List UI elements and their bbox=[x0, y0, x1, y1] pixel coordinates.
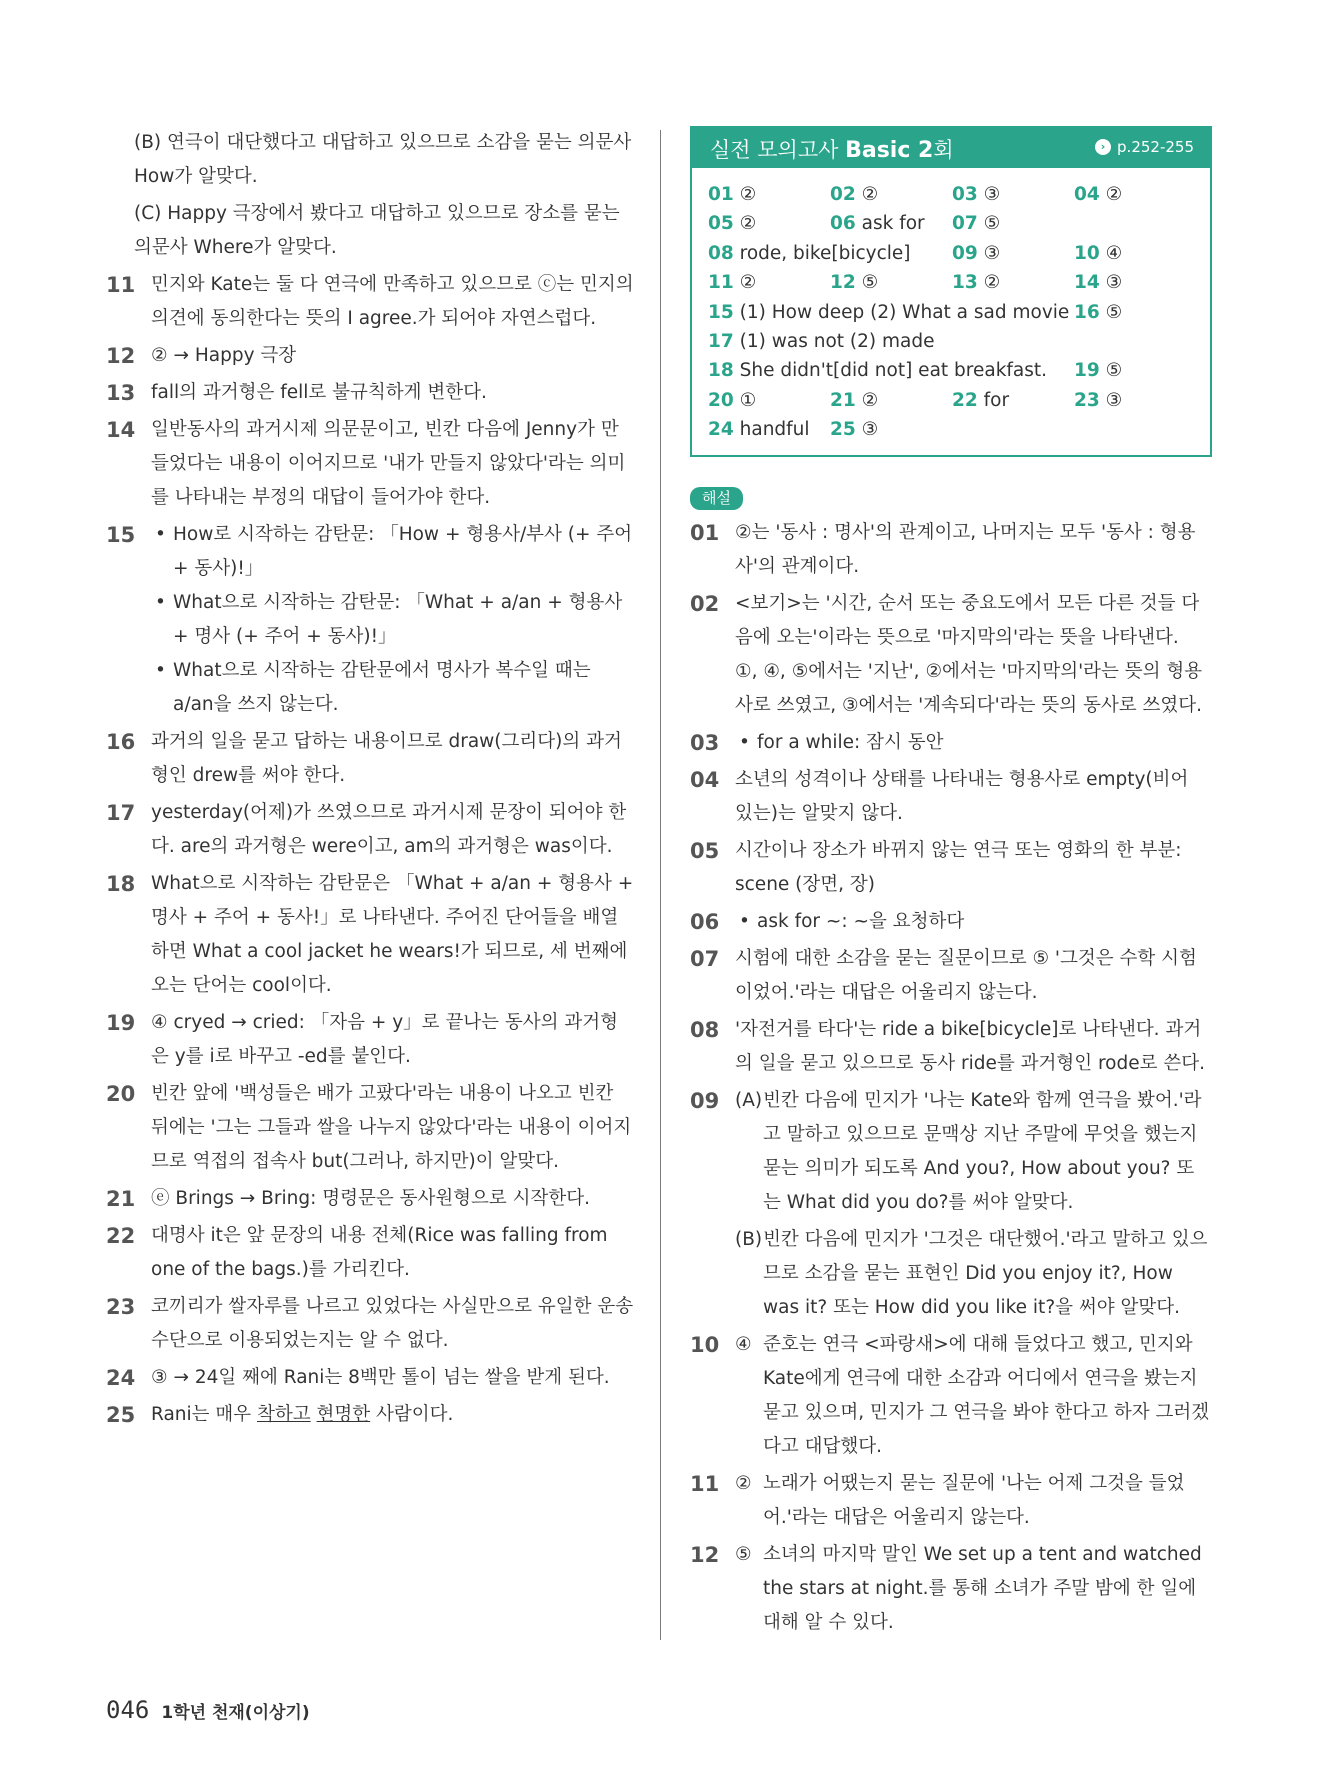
item-number: 21 bbox=[106, 1187, 136, 1211]
item-text-extra: ①, ④, ⑤에서는 '지난', ②에서는 '마지막의'라는 뜻의 형용사로 쓰였고, ③에서는 '계속되다'라는 뜻의 동사로 쓰였다. bbox=[735, 660, 1203, 716]
answer-17 bbox=[106, 796, 634, 864]
choice-marker: ⑤ bbox=[735, 1543, 752, 1565]
book-title: 1학년 천재(이상기) bbox=[161, 1703, 310, 1723]
item-text: ②는 '동사 : 명사'의 관계이고, 나머지는 모두 '동사 : 형용사'의 관계이다. bbox=[735, 521, 1196, 577]
answer-number: 23 bbox=[1074, 389, 1100, 411]
answer-cell bbox=[952, 386, 1009, 415]
item-number: 24 bbox=[106, 1366, 136, 1390]
item-number: 07 bbox=[690, 946, 720, 971]
explanation-10-body bbox=[735, 1328, 1212, 1464]
explanation-02 bbox=[690, 587, 1212, 723]
item-text: Rani는 매우 bbox=[151, 1404, 258, 1425]
item-number: 16 bbox=[106, 730, 136, 754]
explanation-06 bbox=[690, 905, 1212, 939]
answer-number: 09 bbox=[952, 242, 978, 264]
answer-value: rode, bike[bicycle] bbox=[739, 242, 911, 264]
answer-row bbox=[708, 268, 1194, 297]
answer-15 bbox=[106, 518, 634, 722]
bullet-text: What으로 시작하는 감탄문에서 명사가 복수일 때는 a/an을 쓰지 않는다. bbox=[173, 660, 591, 715]
answer-number: 16 bbox=[1074, 301, 1100, 323]
answer-value: ⑤ bbox=[1105, 301, 1123, 323]
answer-value: ② bbox=[739, 272, 757, 294]
bullet-item: • What으로 시작하는 감탄문에서 명사가 복수일 때는 a/an을 쓰지 않는다. bbox=[155, 660, 591, 715]
item-number: 04 bbox=[690, 767, 720, 792]
item-number: 14 bbox=[106, 418, 136, 442]
answer-row bbox=[708, 356, 1194, 385]
explanation-08 bbox=[690, 1013, 1212, 1081]
answer-11 bbox=[106, 268, 634, 336]
answer-cell bbox=[708, 327, 934, 356]
bullet-text: What으로 시작하는 감탄문: 「What + a/an + 형용사 + 명사 (+ 주어 + 동사)!」 bbox=[173, 592, 623, 647]
explanation-04 bbox=[690, 763, 1212, 831]
explanation-12 bbox=[690, 1538, 1212, 1640]
bullet-text: How로 시작하는 감탄문: 「How + 형용사/부사 (+ 주어 + 동사)!」 bbox=[173, 524, 633, 579]
item-text: 시간이나 장소가 바뀌지 않는 연극 또는 영화의 한 부분: scene (장면, 장) bbox=[735, 839, 1182, 895]
page-footer bbox=[106, 1696, 310, 1724]
answer-value: ② bbox=[861, 389, 879, 411]
answer-value: ④ bbox=[1105, 242, 1123, 264]
item-text: 대명사 it은 앞 문장의 내용 전체(Rice was falling from one of the bags.)를 가리킨다. bbox=[151, 1225, 608, 1280]
item-text: What으로 시작하는 감탄문은 「What + a/an + 형용사 + 명사 + 주어 + 동사!」로 나타낸다. 주어진 단어들을 배열하면 What a cool jacket he wears!가 되므로, 세 번째에 오는 단어는 cool이다. bbox=[151, 873, 634, 996]
answer-value: ② bbox=[739, 184, 757, 205]
bullet-item: • How로 시작하는 감탄문: 「How + 형용사/부사 (+ 주어 + 동사)!」 bbox=[155, 524, 633, 579]
answer-cell bbox=[830, 268, 878, 297]
answer-number: 17 bbox=[708, 330, 734, 352]
answer-number: 14 bbox=[1074, 272, 1100, 294]
item-number: 25 bbox=[106, 1403, 136, 1427]
bullet-text: for a while: 잠시 동안 bbox=[757, 731, 944, 753]
answer-21 bbox=[106, 1182, 634, 1216]
answer-value: ⑤ bbox=[983, 213, 1001, 235]
answer-10-b-text: (B) 연극이 대단했다고 대답하고 있으므로 소감을 묻는 의문사 How가 알맞다. bbox=[134, 132, 632, 187]
answer-value: ② bbox=[861, 184, 879, 205]
bullet-item: • What으로 시작하는 감탄문: 「What + a/an + 형용사 + 명사 (+ 주어 + 동사)!」 bbox=[155, 592, 623, 647]
answer-number: 06 bbox=[830, 213, 856, 235]
answer-value: ask for bbox=[861, 213, 925, 235]
item-text: 소년의 성격이나 상태를 나타내는 형용사로 empty(비어 있는)는 알맞지 않다. bbox=[735, 768, 1189, 824]
choice-marker: ② bbox=[735, 1472, 752, 1494]
answer-10-c-text: (C) Happy 극장에서 봤다고 대답하고 있으므로 장소를 묻는 의문사 Where가 알맞다. bbox=[134, 203, 620, 258]
answer-value: ① bbox=[739, 389, 757, 411]
item-text: 과거의 일을 묻고 답하는 내용이므로 draw(그리다)의 과거형인 drew를 써야 한다. bbox=[151, 731, 622, 786]
item-text: 노래가 어땠는지 묻는 질문에 '나는 어제 그것을 들었어.'라는 대답은 어울리지 않는다. bbox=[763, 1472, 1185, 1528]
right-column bbox=[690, 126, 1212, 1643]
answer-row bbox=[708, 298, 1194, 327]
answer-23 bbox=[106, 1290, 634, 1358]
item-text: 소녀의 마지막 말인 We set up a tent and watched the stars at night.를 통해 소녀가 주말 밤에 한 일에 대해 알 수 있다. bbox=[763, 1543, 1202, 1633]
answer-cell bbox=[708, 268, 756, 297]
item-text: fall의 과거형은 fell로 불규칙하게 변한다. bbox=[151, 382, 487, 403]
answer-cell bbox=[708, 415, 810, 444]
item-number: 11 bbox=[690, 1471, 720, 1496]
page-number: 046 bbox=[106, 1696, 150, 1724]
answer-cell bbox=[952, 180, 1000, 209]
answer-12 bbox=[106, 339, 634, 373]
answer-number: 05 bbox=[708, 213, 734, 235]
explanation-05 bbox=[690, 834, 1212, 902]
answer-number: 22 bbox=[952, 389, 978, 411]
item-text: yesterday(어제)가 쓰였으므로 과거시제 문장이 되어야 한다. are의 과거형은 were이고, am의 과거형은 was이다. bbox=[151, 802, 627, 857]
answer-number: 24 bbox=[708, 419, 734, 441]
answer-row bbox=[708, 239, 1194, 268]
answer-25 bbox=[106, 1398, 634, 1432]
answer-13 bbox=[106, 376, 634, 410]
bullet-item: • ask for ~: ~을 요청하다 bbox=[739, 910, 965, 932]
explanation-11-body bbox=[735, 1467, 1212, 1535]
answer-key-box bbox=[690, 126, 1212, 457]
title-korean: 실전 모의고사 bbox=[710, 138, 846, 162]
bullet-text: ask for ~: ~을 요청하다 bbox=[757, 910, 965, 932]
item-number: 02 bbox=[690, 591, 720, 616]
answer-key-header bbox=[692, 128, 1210, 168]
item-number: 15 bbox=[106, 523, 136, 547]
answer-cell bbox=[830, 180, 878, 209]
answer-value: for bbox=[983, 389, 1010, 411]
item-text: ⓔ Brings → Bring: 명령문은 동사원형으로 시작한다. bbox=[151, 1188, 591, 1209]
sub-marker: (A) bbox=[735, 1089, 763, 1111]
answer-cell bbox=[708, 298, 1069, 327]
item-number: 20 bbox=[106, 1082, 136, 1106]
answer-value: ③ bbox=[861, 419, 879, 441]
answer-22 bbox=[106, 1219, 634, 1287]
answer-value: (1) How deep (2) What a sad movie bbox=[739, 301, 1070, 323]
answer-cell bbox=[830, 209, 925, 238]
answer-cell bbox=[952, 239, 1000, 268]
item-text: 민지와 Kate는 둘 다 연극에 만족하고 있으므로 ⓒ는 민지의 의견에 동의한다는 뜻의 I agree.가 되어야 자연스럽다. bbox=[151, 274, 634, 329]
title-suffix: 회 bbox=[933, 138, 954, 162]
item-text: 사람이다. bbox=[370, 1404, 454, 1425]
item-text: '자전거를 타다'는 ride a bike[bicycle]로 나타낸다. 과거의 일을 묻고 있으므로 동사 ride를 과거형인 rode로 쓴다. bbox=[735, 1018, 1205, 1074]
item-number: 23 bbox=[106, 1295, 136, 1319]
choice-marker: ④ bbox=[735, 1333, 752, 1355]
answer-row bbox=[708, 386, 1194, 415]
answer-number: 11 bbox=[708, 272, 734, 294]
answer-grid bbox=[692, 168, 1210, 455]
answer-number: 15 bbox=[708, 301, 734, 323]
answer-16 bbox=[106, 725, 634, 793]
answer-10-c bbox=[106, 197, 634, 265]
item-number: 08 bbox=[690, 1017, 720, 1042]
left-column bbox=[106, 126, 634, 1435]
answer-cell bbox=[1074, 180, 1122, 209]
answer-number: 20 bbox=[708, 389, 734, 411]
explanation-10 bbox=[690, 1328, 1212, 1464]
answer-cell bbox=[1074, 239, 1122, 268]
item-text: 빈칸 앞에 '백성들은 배가 고팠다'라는 내용이 나오고 빈칸 뒤에는 '그는 그들과 쌀을 나누지 않았다'라는 내용이 이어지므로 역접의 접속사 but(그러나, 하지만)이 알맞다. bbox=[151, 1083, 632, 1172]
answer-number: 01 bbox=[708, 184, 734, 205]
underlined-word: 착하고 bbox=[257, 1404, 311, 1425]
sub-text: 빈칸 다음에 민지가 '나는 Kate와 함께 연극을 봤어.'라고 말하고 있으므로 문맥상 지난 주말에 무엇을 했는지 묻는 의미가 되도록 And you?, How about you? 또는 What did you do?를 써야 알맞다. bbox=[763, 1089, 1202, 1213]
explanation-09-b bbox=[735, 1223, 1212, 1325]
answer-cell bbox=[1074, 298, 1122, 327]
item-text: ② → Happy 극장 bbox=[151, 345, 297, 366]
answer-number: 19 bbox=[1074, 360, 1100, 382]
answer-cell bbox=[1074, 356, 1122, 385]
answer-value: She didn't[did not] eat breakfast. bbox=[739, 360, 1048, 382]
answer-cell bbox=[708, 209, 756, 238]
answer-value: ② bbox=[1105, 184, 1123, 205]
chevron-right-icon: › bbox=[1095, 139, 1111, 155]
answer-cell bbox=[1074, 386, 1122, 415]
title-english: Basic 2 bbox=[845, 138, 934, 163]
answer-value: ③ bbox=[983, 242, 1001, 264]
item-number: 22 bbox=[106, 1224, 136, 1248]
answer-20 bbox=[106, 1077, 634, 1179]
item-number: 17 bbox=[106, 801, 136, 825]
answer-row bbox=[708, 180, 1194, 209]
answer-value: handful bbox=[739, 419, 810, 441]
answer-10-b bbox=[106, 126, 634, 194]
answer-cell bbox=[708, 386, 756, 415]
item-text: 코끼리가 쌀자루를 나르고 있었다는 사실만으로 유일한 운송 수단으로 이용되었는지는 알 수 없다. bbox=[151, 1296, 634, 1351]
answer-cell bbox=[830, 415, 878, 444]
answer-value: ② bbox=[739, 213, 757, 235]
answer-number: 13 bbox=[952, 272, 978, 294]
column-divider bbox=[660, 130, 661, 1640]
answer-number: 18 bbox=[708, 360, 734, 382]
answer-cell bbox=[1074, 268, 1122, 297]
answer-value: ③ bbox=[1105, 272, 1123, 294]
answer-number: 25 bbox=[830, 419, 856, 441]
answer-18 bbox=[106, 867, 634, 1003]
answer-number: 07 bbox=[952, 213, 978, 235]
answer-cell bbox=[952, 209, 1000, 238]
item-number: 11 bbox=[106, 273, 136, 297]
explanation-12-body bbox=[735, 1538, 1212, 1640]
answer-number: 02 bbox=[830, 184, 856, 205]
explanation-01 bbox=[690, 516, 1212, 584]
answer-value: ③ bbox=[1105, 389, 1123, 411]
item-number: 13 bbox=[106, 381, 136, 405]
underlined-word: 현명한 bbox=[316, 1404, 371, 1425]
answer-24 bbox=[106, 1361, 634, 1395]
explanation-tag: 해설 bbox=[690, 487, 743, 510]
item-number: 18 bbox=[106, 872, 136, 896]
item-number: 01 bbox=[690, 520, 720, 545]
item-number: 10 bbox=[690, 1332, 720, 1357]
answer-number: 04 bbox=[1074, 184, 1100, 205]
page-reference bbox=[1095, 138, 1194, 156]
item-number: 06 bbox=[690, 909, 720, 934]
explanation-11 bbox=[690, 1467, 1212, 1535]
item-number: 03 bbox=[690, 730, 720, 755]
item-text: ③ → 24일 째에 Rani는 8백만 톨이 넘는 쌀을 받게 된다. bbox=[151, 1367, 610, 1388]
answer-19 bbox=[106, 1006, 634, 1074]
answer-number: 12 bbox=[830, 272, 856, 294]
item-number: 05 bbox=[690, 838, 720, 863]
answer-number: 08 bbox=[708, 242, 734, 264]
explanation-09-a bbox=[735, 1084, 1212, 1220]
explanation-09 bbox=[690, 1084, 1212, 1325]
item-text: 시험에 대한 소감을 묻는 질문이므로 ⑤ '그것은 수학 시험이었어.'라는 대답은 어울리지 않는다. bbox=[735, 947, 1197, 1003]
answer-cell bbox=[830, 386, 878, 415]
page-reference-text: p.252-255 bbox=[1117, 138, 1194, 156]
answer-value: ⑤ bbox=[861, 272, 879, 294]
item-text: 준호는 연극 <파랑새>에 대해 들었다고 했고, 민지와 Kate에게 연극에 대한 소감과 어디에서 연극을 봤는지 묻고 있으며, 민지가 그 연극을 봐야 한다고 하자 그러겠다고 대답했다. bbox=[763, 1333, 1210, 1457]
item-text: 일반동사의 과거시제 의문문이고, 빈칸 다음에 Jenny가 만들었다는 내용이 이어지므로 '내가 만들지 않았다'라는 의미를 나타내는 부정의 대답이 들어가야 한다. bbox=[151, 419, 626, 508]
answer-cell bbox=[708, 356, 1047, 385]
answer-cell bbox=[708, 180, 756, 209]
answer-value: ⑤ bbox=[1105, 360, 1123, 382]
answer-value: ② bbox=[983, 272, 1001, 294]
answer-row bbox=[708, 327, 1194, 356]
item-text: <보기>는 '시간, 순서 또는 중요도에서 모든 다른 것들 다음에 오는'이라는 뜻으로 '마지막의'라는 뜻을 나타낸다. bbox=[735, 592, 1200, 648]
item-number: 19 bbox=[106, 1011, 136, 1035]
answer-row bbox=[708, 415, 1194, 444]
answer-number: 03 bbox=[952, 184, 978, 205]
item-number: 12 bbox=[690, 1542, 720, 1567]
answer-cell bbox=[708, 239, 911, 268]
answer-cell bbox=[952, 268, 1000, 297]
explanation-07 bbox=[690, 942, 1212, 1010]
sub-marker: (B) bbox=[735, 1228, 763, 1250]
sub-text: 빈칸 다음에 민지가 '그것은 대단했어.'라고 말하고 있으므로 소감을 묻는 표현인 Did you enjoy it?, How was it? 또는 How did you like it?을 써야 알맞다. bbox=[763, 1228, 1208, 1318]
bullet-item: • for a while: 잠시 동안 bbox=[739, 731, 944, 753]
answer-number: 10 bbox=[1074, 242, 1100, 264]
answer-key-title bbox=[710, 134, 954, 164]
explanation-03 bbox=[690, 726, 1212, 760]
answer-row bbox=[708, 209, 1194, 238]
answer-value: ③ bbox=[983, 184, 1001, 205]
answer-value: (1) was not (2) made bbox=[739, 330, 935, 352]
item-number: 09 bbox=[690, 1088, 720, 1113]
answer-14 bbox=[106, 413, 634, 515]
item-text: ④ cryed → cried: 「자음 + y」로 끝나는 동사의 과거형은 y를 i로 바꾸고 -ed를 붙인다. bbox=[151, 1012, 619, 1067]
answer-number: 21 bbox=[830, 389, 856, 411]
item-number: 12 bbox=[106, 344, 136, 368]
